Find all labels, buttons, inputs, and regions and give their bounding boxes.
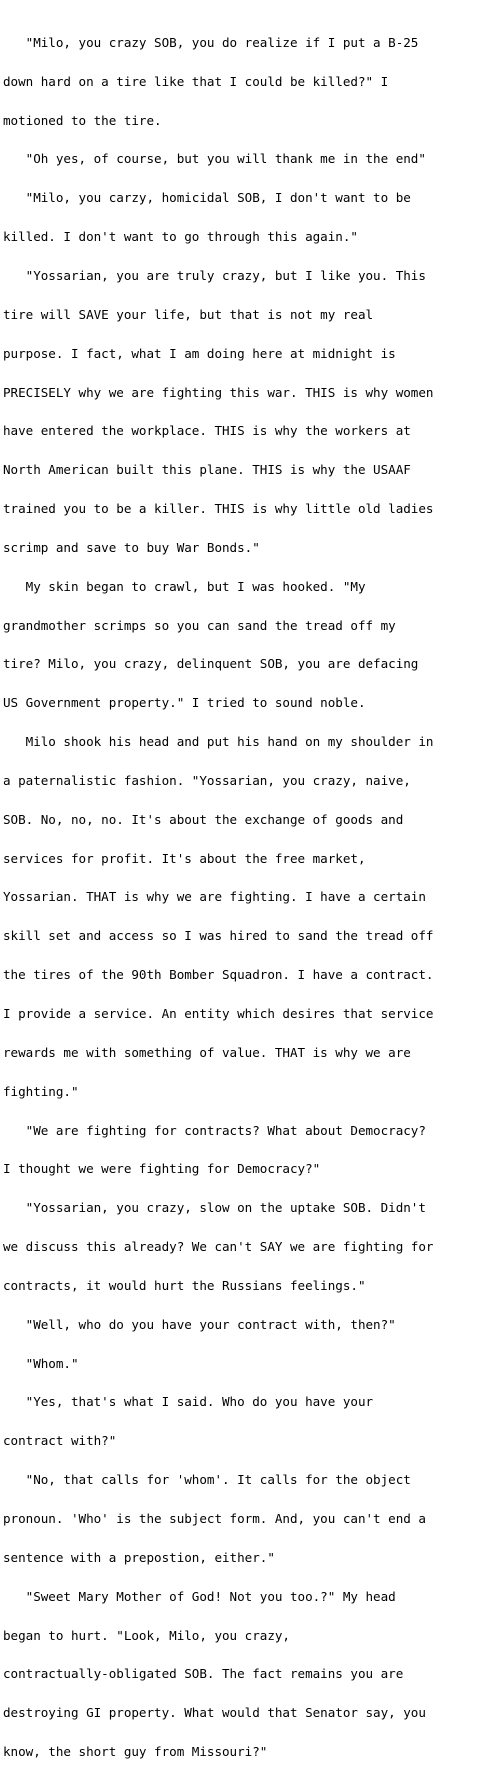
text-line: I provide a service. An entity which desires that service bbox=[3, 1006, 434, 1021]
text-line: scrimp and save to buy War Bonds." bbox=[3, 539, 260, 555]
text-line: down hard on a tire like that I could be killed?" I bbox=[3, 73, 389, 89]
text-line: we discuss this already? We can't SAY we are fighting for bbox=[3, 1239, 434, 1255]
text-line: grandmother scrimps so you can sand the tread off my bbox=[3, 617, 396, 633]
text-line: North American built this plane. THIS is why the USAAF bbox=[3, 462, 411, 478]
text-line: purpose. I fact, what I am doing here at midnight is bbox=[3, 345, 396, 361]
text-line: fighting." bbox=[3, 1083, 79, 1099]
text-line: a paternalistic fashion. "Yossarian, you crazy, naive, bbox=[3, 772, 411, 788]
text-line: "Yossarian, you are truly crazy, but I like you. This bbox=[3, 267, 426, 283]
text-line: contractually-obligated SOB. The fact remains you are bbox=[3, 1666, 404, 1682]
text-line: the tires of the 90th Bomber Squadron. I have a contract. bbox=[3, 967, 434, 983]
text-line: have entered the workplace. THIS is why the workers at bbox=[3, 423, 411, 439]
text-line: "Milo, you crazy SOB, you do realize if I put a B-25 bbox=[3, 34, 419, 50]
text-line: trained you to be a killer. THIS is why little old ladies bbox=[3, 501, 434, 517]
text-line: "Milo, you carzy, homicidal SOB, I don't want to be bbox=[3, 190, 411, 206]
text-line: "Yes, that's what I said. Who do you have your bbox=[3, 1394, 374, 1410]
text-line: "Well, who do you have your contract with, then?" bbox=[3, 1316, 396, 1332]
text-line: contracts, it would hurt the Russians feelings." bbox=[3, 1277, 366, 1293]
text-line: motioned to the tire. bbox=[3, 112, 162, 128]
text-line: "Yossarian, you crazy, slow on the uptake SOB. Didn't bbox=[3, 1200, 426, 1216]
text-line: I thought we were fighting for Democracy?" bbox=[3, 1161, 321, 1177]
text-line: "Whom." bbox=[3, 1355, 79, 1371]
text-line: US Government property." I tried to sound noble. bbox=[3, 695, 366, 711]
text-line: sentence with a prepostion, either." bbox=[3, 1549, 275, 1565]
text-line: rewards me with something of value. THAT is why we are bbox=[3, 1044, 411, 1060]
text-line: Yossarian. THAT is why we are fighting. I have a certain bbox=[3, 889, 426, 905]
text-line: know, the short guy from Missouri?" bbox=[3, 1744, 268, 1760]
text-line: "Oh yes, of course, but you will thank me in the end" bbox=[3, 151, 426, 167]
text-line: skill set and access so I was hired to sand the tread off bbox=[3, 928, 434, 944]
document-body bbox=[3, 11, 489, 1772]
text-line: tire will SAVE your life, but that is not my real bbox=[3, 306, 374, 322]
text-line: began to hurt. "Look, Milo, you crazy, bbox=[3, 1627, 290, 1643]
text-line: destroying GI property. What would that Senator say, you bbox=[3, 1705, 426, 1721]
text-line: "We are fighting for contracts? What about Democracy? bbox=[3, 1122, 426, 1138]
text-line: SOB. No, no, no. It's about the exchange of goods and bbox=[3, 811, 404, 827]
text-line: pronoun. 'Who' is the subject form. And, you can't end a bbox=[3, 1510, 426, 1526]
text-line: My skin began to crawl, but I was hooked. "My bbox=[3, 578, 366, 594]
text-line: services for profit. It's about the free market, bbox=[3, 850, 366, 866]
text-line: killed. I don't want to go through this again." bbox=[3, 229, 358, 245]
text-line: contract with?" bbox=[3, 1433, 117, 1449]
text-line: tire? Milo, you crazy, delinquent SOB, you are defacing bbox=[3, 656, 419, 672]
text-line: Milo shook his head and put his hand on my shoulder in bbox=[3, 734, 434, 750]
text-line: "No, that calls for 'whom'. It calls for the object bbox=[3, 1472, 411, 1488]
text-line: "Sweet Mary Mother of God! Not you too.?" My head bbox=[3, 1588, 396, 1604]
text-line: PRECISELY why we are fighting this war. THIS is why women bbox=[3, 384, 434, 400]
